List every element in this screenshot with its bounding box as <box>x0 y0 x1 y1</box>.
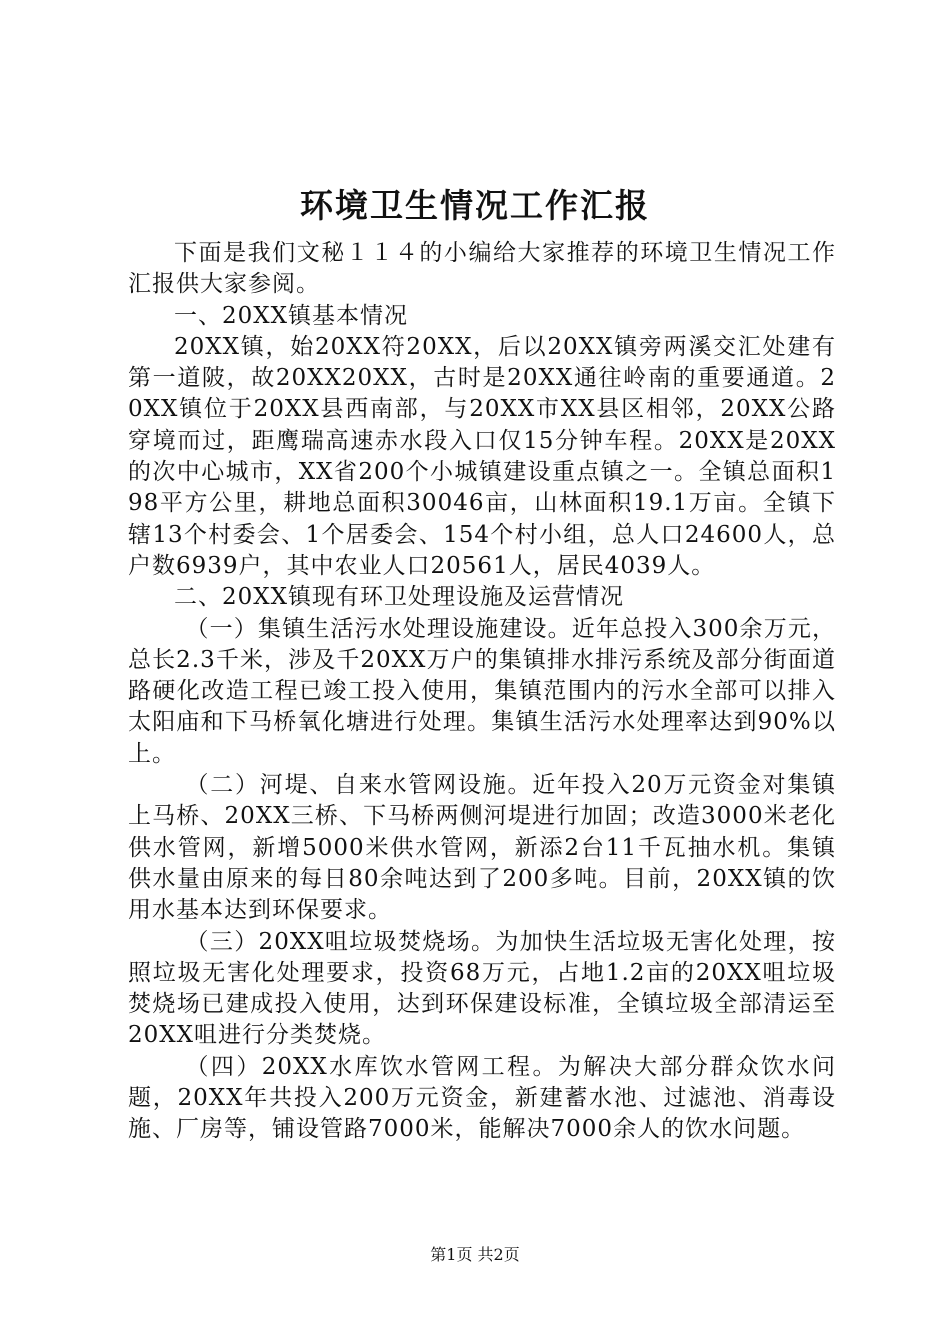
reservoir-pipe-paragraph: （四）20XX水库饮水管网工程。为解决大部分群众饮水问题，20XX年共投入200万元资金，新建蓄水池、过滤池、消毒设施、厂房等，铺设管路7000米，能解决7000余人的饮水问题。 <box>128 1053 836 1143</box>
section-heading-1: 一、20XX镇基本情况 <box>174 302 409 329</box>
section-heading-2: 二、20XX镇现有环卫处理设施及运营情况 <box>174 584 625 611</box>
document-body <box>128 238 836 1146</box>
town-overview-paragraph: 20XX镇，始20XX符20XX，后以20XX镇旁两溪交汇处建有第一道陂，故20XX20XX，古时是20XX通往岭南的重要通道。20XX镇位于20XX县西南部，与20XX市XX县区相邻，20XX公路穿境而过，距鹰瑞高速赤水段入口仅15分钟车程。20XX是20XX的次中心城市，XX省200个小城镇建设重点镇之一。全镇总面积198平方公里，耕地总面积30046亩，山林面积19.1万亩。全镇下辖13个村委会、1个居委会、154个村小组，总人口24600人，总户数6939户，其中农业人口20561人，居民4039人。 <box>128 333 836 579</box>
document-title: 环境卫生情况工作汇报 <box>300 186 650 225</box>
page-number-footer: 第1页 共2页 <box>430 1245 520 1264</box>
intro-paragraph: 下面是我们文秘１１４的小编给大家推荐的环境卫生情况工作汇报供大家参阅。 <box>128 240 836 298</box>
water-pipe-paragraph: （二）河堤、自来水管网设施。近年投入20万元资金对集镇上马桥、20XX三桥、下马桥两侧河堤进行加固；改造3000米老化供水管网，新增5000米供水管网，新添2台11千瓦抽水机。集镇供水量由原来的每日80余吨达到了200多吨。目前，20XX镇的饮用水基本达到环保要求。 <box>128 772 836 924</box>
sewage-facility-paragraph: （一）集镇生活污水处理设施建设。近年总投入300余万元，总长2.3千米，涉及千20XX万户的集镇排水排污系统及部分街面道路硬化改造工程已竣工投入使用，集镇范围内的污水全部可以排入太阳庙和下马桥氧化塘进行处理。集镇生活污水处理率达到90%以上。 <box>128 615 836 767</box>
garbage-incinerator-paragraph: （三）20XX咀垃圾焚烧场。为加快生活垃圾无害化处理，按照垃圾无害化处理要求，投资68万元，占地1.2亩的20XX咀垃圾焚烧场已建成投入使用，达到环保建设标准，全镇垃圾全部清运至20XX咀进行分类焚烧。 <box>128 928 836 1049</box>
